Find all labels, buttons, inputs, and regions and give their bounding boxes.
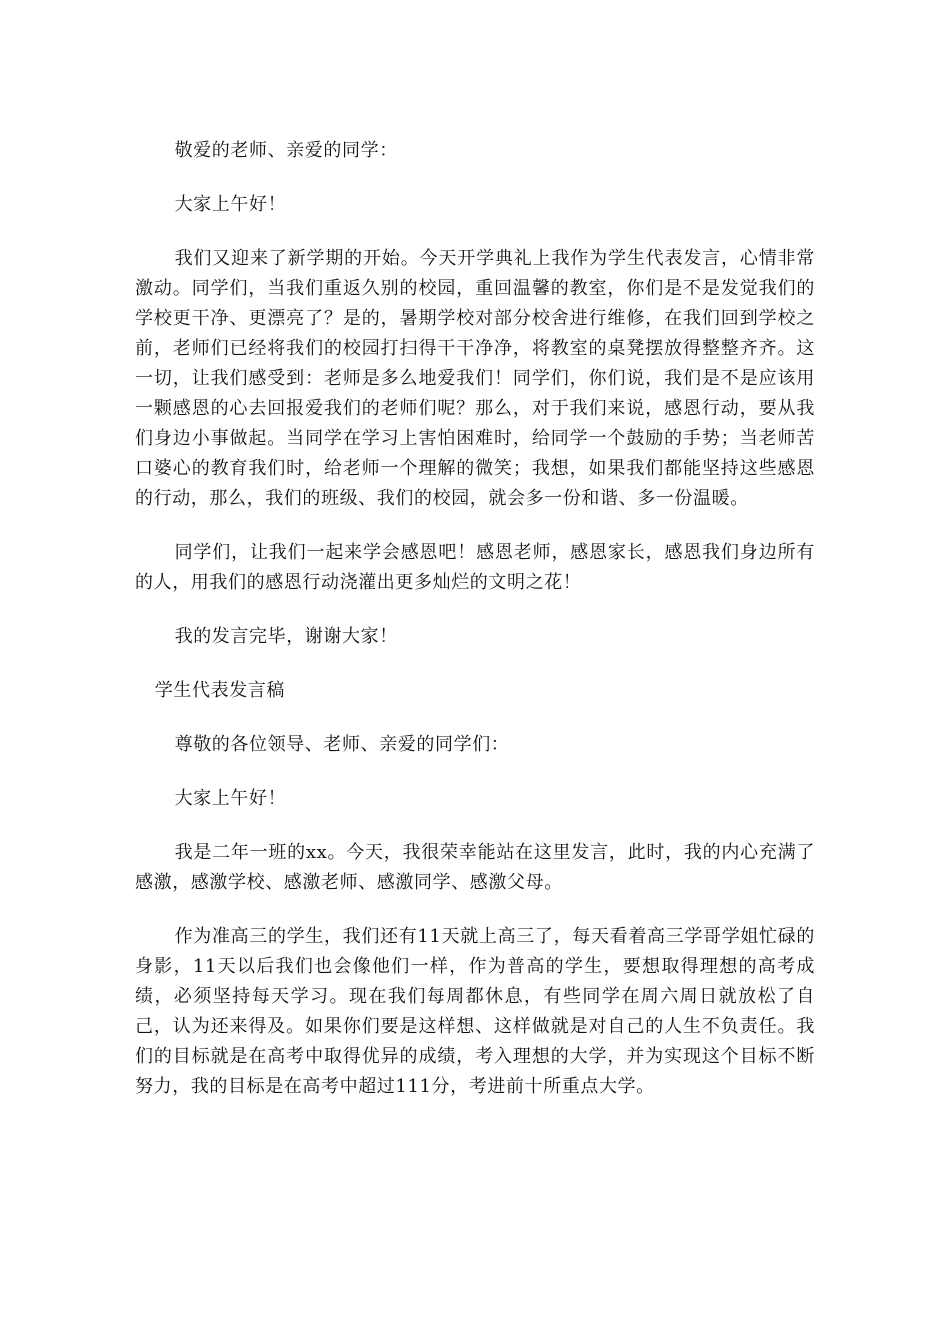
salutation: 敬爱的老师、亲爱的同学：	[174, 140, 398, 161]
body-paragraph: 作为准高三的学生，我们还有11天就上高三了，每天看着高三学哥学姐忙碌的身影，11天以后我们也会像他们一样，作为普高的学生，要想取得理想的高考成绩，必须坚持每天学习。现在我们每周都休息，有些同学在周六周日就放松了自己，认为还来得及。如果你们要是这样想、这样做就是对自己的人生不负责任。我们的目标就是在高考中取得优异的成绩，考入理想的大学，并为实现这个目标不断努力，我的目标是在高考中超过111分，考进前十所重点大学。	[135, 926, 815, 1097]
salutation: 尊敬的各位领导、老师、亲爱的同学们：	[174, 734, 510, 755]
section-title: 学生代表发言稿	[154, 680, 285, 701]
body-paragraph: 我们又迎来了新学期的开始。今天开学典礼上我作为学生代表发言，心情非常激动。同学们，当我们重返久别的校园，重回温馨的教室，你们是不是发觉我们的学校更干净、更漂亮了？是的，暑期学校对部分校舍进行维修，在我们回到学校之前，老师们已经将我们的校园打扫得干干净净，将教室的桌凳摆放得整整齐齐。这一切，让我们感受到：老师是多么地爱我们！同学们，你们说，我们是不是应该用一颗感恩的心去回报爱我们的老师们呢？那么，对于我们来说，感恩行动，要从我们身边小事做起。当同学在学习上害怕困难时，给同学一个鼓励的手势；当老师苦口婆心的教育我们时，给老师一个理解的微笑；我想，如果我们都能坚持这些感恩的行动，那么，我们的班级、我们的校园，就会多一份和谐、多一份温暖。	[135, 248, 815, 509]
closing-line: 我的发言完毕，谢谢大家！	[174, 626, 398, 647]
greeting: 大家上午好！	[174, 788, 287, 809]
body-paragraph: 我是二年一班的xx。今天，我很荣幸能站在这里发言，此时，我的内心充满了感激，感激学校、感激老师、感激同学、感激父母。	[135, 842, 815, 893]
document-body	[135, 136, 815, 1126]
greeting: 大家上午好！	[174, 194, 287, 215]
body-paragraph: 同学们，让我们一起来学会感恩吧！感恩老师，感恩家长，感恩我们身边所有的人，用我们的感恩行动浇灌出更多灿烂的文明之花！	[135, 542, 815, 593]
